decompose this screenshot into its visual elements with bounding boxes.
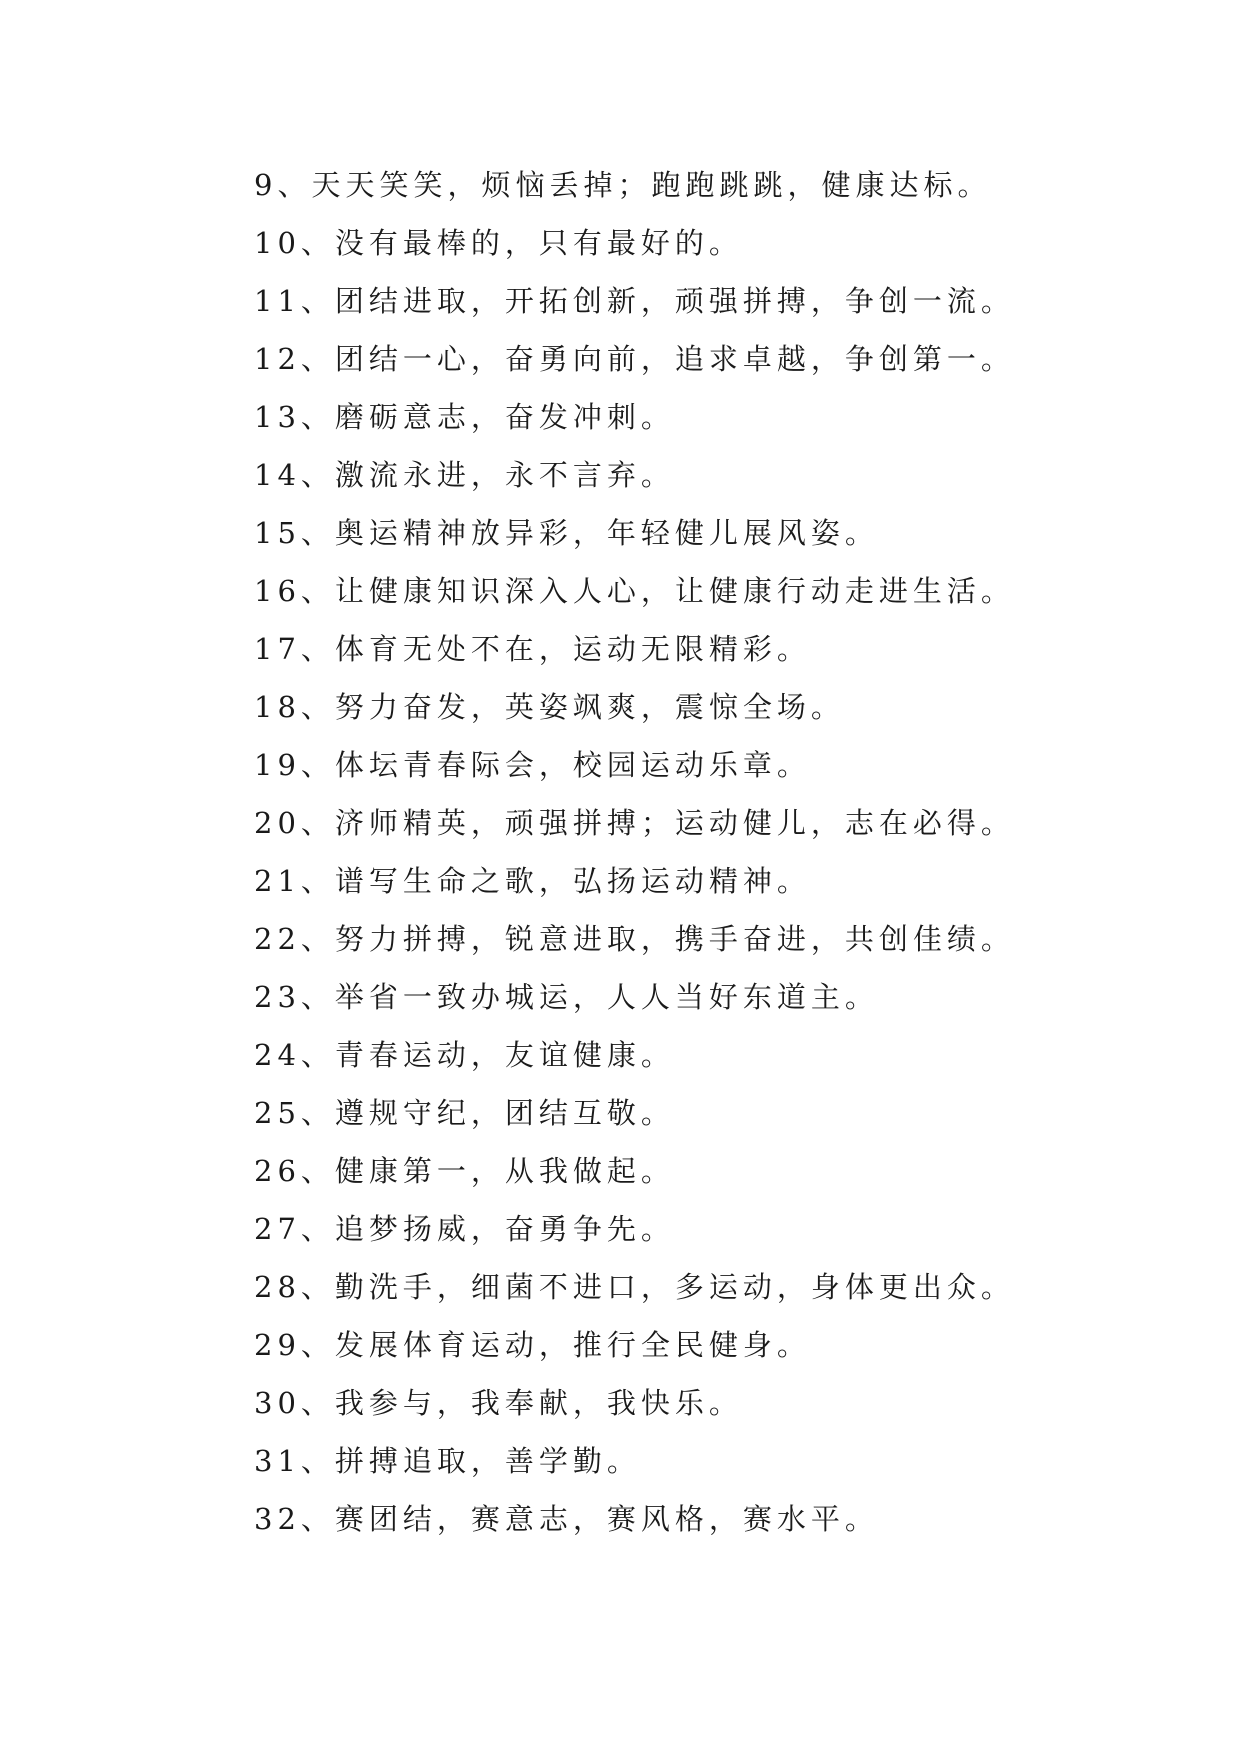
slogan-line: 30、我参与，我奉献，我快乐。 (254, 1386, 743, 1420)
slogan-line: 9、天天笑笑，烦恼丢掉；跑跑跳跳，健康达标。 (254, 168, 992, 202)
slogan-line: 25、遵规守纪，团结互敬。 (254, 1096, 675, 1130)
slogan-line: 22、努力拼搏，锐意进取，携手奋进，共创佳绩。 (254, 922, 1015, 956)
slogan-line: 27、追梦扬威，奋勇争先。 (254, 1212, 675, 1246)
slogan-line: 19、体坛青春际会，校园运动乐章。 (254, 748, 811, 782)
slogan-list (254, 162, 1154, 1554)
slogan-line: 20、济师精英，顽强拼搏；运动健儿，志在必得。 (254, 806, 1015, 840)
slogan-line: 17、体育无处不在，运动无限精彩。 (254, 632, 811, 666)
slogan-line: 14、激流永进，永不言弃。 (254, 458, 675, 492)
slogan-line: 23、举省一致办城运，人人当好东道主。 (254, 980, 879, 1014)
slogan-line: 15、奥运精神放异彩，年轻健儿展风姿。 (254, 516, 879, 550)
slogan-line: 13、磨砺意志，奋发冲刺。 (254, 400, 675, 434)
slogan-line: 29、发展体育运动，推行全民健身。 (254, 1328, 811, 1362)
slogan-line: 26、健康第一，从我做起。 (254, 1154, 675, 1188)
slogan-line: 18、努力奋发，英姿飒爽，震惊全场。 (254, 690, 845, 724)
slogan-line: 21、谱写生命之歌，弘扬运动精神。 (254, 864, 811, 898)
slogan-line: 10、没有最棒的，只有最好的。 (254, 226, 743, 260)
slogan-line: 32、赛团结，赛意志，赛风格，赛水平。 (254, 1502, 879, 1536)
slogan-line: 28、勤洗手，细菌不进口，多运动，身体更出众。 (254, 1270, 1015, 1304)
slogan-line: 11、团结进取，开拓创新，顽强拼搏，争创一流。 (254, 284, 1015, 318)
slogan-line: 16、让健康知识深入人心，让健康行动走进生活。 (254, 574, 1015, 608)
slogan-line: 31、拼搏追取，善学勤。 (254, 1444, 641, 1478)
slogan-line: 24、青春运动，友谊健康。 (254, 1038, 675, 1072)
slogan-line: 12、团结一心，奋勇向前，追求卓越，争创第一。 (254, 342, 1015, 376)
